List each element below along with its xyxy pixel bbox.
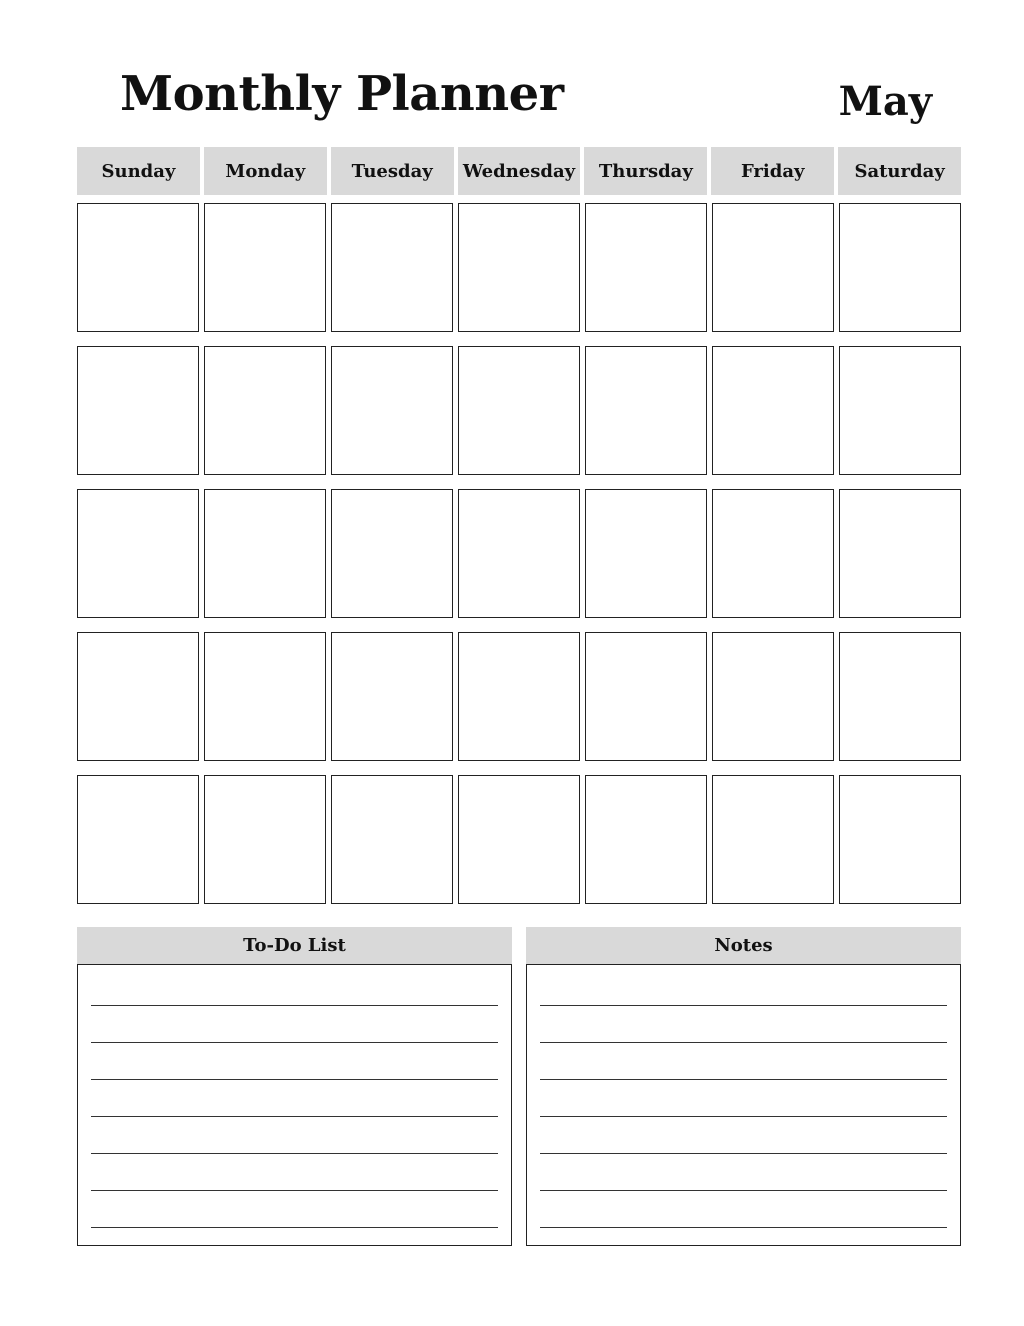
weekday-saturday: Saturday (838, 147, 961, 195)
day-cell[interactable] (204, 632, 326, 761)
day-cell[interactable] (77, 489, 199, 618)
day-cell[interactable] (331, 203, 453, 332)
day-cell[interactable] (839, 632, 961, 761)
calendar-grid (77, 203, 961, 904)
day-cell[interactable] (712, 346, 834, 475)
day-cell[interactable] (458, 346, 580, 475)
day-cell[interactable] (585, 775, 707, 904)
writing-line (91, 1190, 498, 1191)
day-cell[interactable] (458, 632, 580, 761)
day-cell[interactable] (458, 775, 580, 904)
weekday-wednesday: Wednesday (458, 147, 581, 195)
day-cell[interactable] (839, 775, 961, 904)
day-cell[interactable] (204, 489, 326, 618)
month-label: May (838, 78, 932, 125)
day-cell[interactable] (585, 489, 707, 618)
weekday-tuesday: Tuesday (331, 147, 454, 195)
day-cell[interactable] (77, 203, 199, 332)
day-cell[interactable] (204, 346, 326, 475)
notes-panel-title: Notes (526, 927, 961, 964)
weekday-monday: Monday (204, 147, 327, 195)
writing-line (91, 1227, 498, 1228)
weekday-sunday: Sunday (77, 147, 200, 195)
writing-line (540, 1116, 947, 1117)
writing-line (540, 1079, 947, 1080)
day-cell[interactable] (585, 346, 707, 475)
weekday-header (77, 147, 961, 195)
day-cell[interactable] (204, 203, 326, 332)
day-cell[interactable] (458, 203, 580, 332)
day-cell[interactable] (77, 346, 199, 475)
page-title: Monthly Planner (120, 66, 564, 122)
writing-line (540, 1227, 947, 1228)
writing-line (91, 1005, 498, 1006)
day-cell[interactable] (331, 775, 453, 904)
writing-line (91, 1116, 498, 1117)
day-cell[interactable] (585, 632, 707, 761)
day-cell[interactable] (204, 775, 326, 904)
day-cell[interactable] (331, 632, 453, 761)
day-cell[interactable] (331, 489, 453, 618)
day-cell[interactable] (77, 632, 199, 761)
writing-line (540, 1042, 947, 1043)
day-cell[interactable] (77, 775, 199, 904)
writing-line (91, 1042, 498, 1043)
weekday-thursday: Thursday (584, 147, 707, 195)
day-cell[interactable] (712, 775, 834, 904)
day-cell[interactable] (458, 489, 580, 618)
todo-panel-title: To-Do List (77, 927, 512, 964)
day-cell[interactable] (839, 346, 961, 475)
writing-line (91, 1153, 498, 1154)
todo-lines-area[interactable] (77, 964, 512, 1246)
day-cell[interactable] (712, 203, 834, 332)
day-cell[interactable] (839, 489, 961, 618)
weekday-friday: Friday (711, 147, 834, 195)
notes-panel (526, 927, 961, 1246)
day-cell[interactable] (839, 203, 961, 332)
day-cell[interactable] (585, 203, 707, 332)
day-cell[interactable] (712, 632, 834, 761)
writing-line (540, 1153, 947, 1154)
todo-panel (77, 927, 512, 1246)
day-cell[interactable] (712, 489, 834, 618)
writing-line (91, 1079, 498, 1080)
notes-lines-area[interactable] (526, 964, 961, 1246)
writing-line (540, 1190, 947, 1191)
day-cell[interactable] (331, 346, 453, 475)
writing-line (540, 1005, 947, 1006)
